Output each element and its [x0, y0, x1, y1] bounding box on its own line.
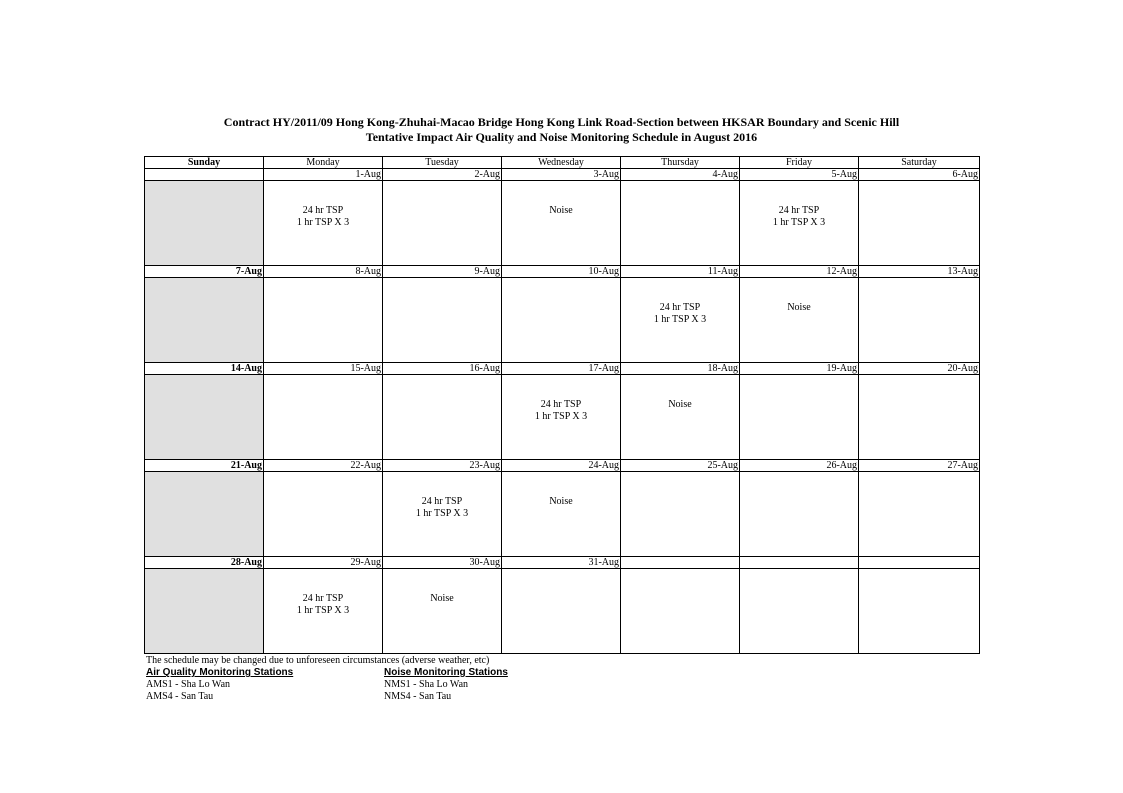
date-cell: 23-Aug: [383, 460, 502, 472]
event-line: 24 hr TSP: [540, 399, 582, 410]
day-cell: [740, 375, 859, 460]
date-cell: 4-Aug: [621, 169, 740, 181]
day-cell: [859, 472, 980, 557]
date-cell: 18-Aug: [621, 363, 740, 375]
date-cell: 15-Aug: [264, 363, 383, 375]
date-cell: 12-Aug: [740, 266, 859, 278]
date-row: [145, 169, 980, 181]
event-line: Noise: [668, 399, 692, 410]
day-cell: [859, 278, 980, 363]
weekday-header: Sunday: [145, 157, 264, 169]
date-cell: 6-Aug: [859, 169, 980, 181]
monitoring-event: [740, 278, 858, 314]
day-cell: [145, 181, 264, 266]
day-cell: [740, 278, 859, 363]
day-cell: [859, 569, 980, 654]
monitoring-event: [621, 278, 739, 326]
monitoring-event: [502, 375, 620, 423]
weekday-header: Thursday: [621, 157, 740, 169]
day-cell: [383, 181, 502, 266]
date-row: [145, 460, 980, 472]
event-line: 24 hr TSP: [659, 302, 701, 313]
date-cell: 8-Aug: [264, 266, 383, 278]
date-cell: 17-Aug: [502, 363, 621, 375]
day-cell: [264, 472, 383, 557]
date-cell: 20-Aug: [859, 363, 980, 375]
event-line: 24 hr TSP: [302, 205, 344, 216]
noise-station-item: NMS1 - Sha Lo Wan: [384, 679, 469, 690]
date-cell: [859, 557, 980, 569]
weekday-header: Tuesday: [383, 157, 502, 169]
weekday-header: Monday: [264, 157, 383, 169]
date-cell: [740, 557, 859, 569]
day-cell: [145, 472, 264, 557]
monitoring-event: [502, 181, 620, 217]
air-stations-heading: Air Quality Monitoring Stations: [146, 667, 294, 678]
date-cell: 28-Aug: [145, 557, 264, 569]
day-cell: [740, 569, 859, 654]
air-station-item: AMS4 - San Tau: [146, 691, 214, 702]
monitoring-event: [621, 375, 739, 411]
schedule-note: The schedule may be changed due to unforeseen circumstances (adverse weather, etc): [146, 655, 490, 666]
air-quality-stations: [146, 667, 293, 703]
day-cell: [264, 569, 383, 654]
event-line: Noise: [549, 205, 573, 216]
event-line: 1 hr TSP X 3: [296, 217, 350, 228]
day-cell: [264, 181, 383, 266]
date-cell: 3-Aug: [502, 169, 621, 181]
day-cell: [621, 278, 740, 363]
noise-stations: [384, 667, 508, 703]
day-cell: [383, 278, 502, 363]
date-cell: 30-Aug: [383, 557, 502, 569]
event-line: 24 hr TSP: [302, 593, 344, 604]
day-cell: [383, 569, 502, 654]
day-cell: [621, 375, 740, 460]
document-subtitle: Tentative Impact Air Quality and Noise Monitoring Schedule in August 2016: [365, 130, 758, 144]
noise-stations-heading: Noise Monitoring Stations: [384, 667, 508, 678]
date-cell: 22-Aug: [264, 460, 383, 472]
day-cell: [383, 375, 502, 460]
date-cell: 29-Aug: [264, 557, 383, 569]
date-cell: 31-Aug: [502, 557, 621, 569]
day-cell: [859, 375, 980, 460]
schedule-row: [145, 278, 980, 363]
date-row: [145, 557, 980, 569]
weekday-header: Saturday: [859, 157, 980, 169]
schedule-row: [145, 375, 980, 460]
date-cell: 27-Aug: [859, 460, 980, 472]
date-row: [145, 266, 980, 278]
date-cell: 7-Aug: [145, 266, 264, 278]
day-cell: [740, 472, 859, 557]
day-cell: [502, 472, 621, 557]
event-line: 1 hr TSP X 3: [296, 605, 350, 616]
event-line: Noise: [787, 302, 811, 313]
weekday-header: Friday: [740, 157, 859, 169]
date-cell: 9-Aug: [383, 266, 502, 278]
day-cell: [740, 181, 859, 266]
date-cell: 26-Aug: [740, 460, 859, 472]
day-cell: [383, 472, 502, 557]
monitoring-event: [264, 569, 382, 617]
date-cell: 14-Aug: [145, 363, 264, 375]
date-cell: 13-Aug: [859, 266, 980, 278]
date-cell: 25-Aug: [621, 460, 740, 472]
event-line: 24 hr TSP: [778, 205, 820, 216]
day-cell: [502, 375, 621, 460]
day-cell: [264, 278, 383, 363]
air-station-item: AMS1 - Sha Lo Wan: [146, 679, 231, 690]
day-cell: [502, 181, 621, 266]
day-cell: [859, 181, 980, 266]
weekday-header: Wednesday: [502, 157, 621, 169]
date-cell: 5-Aug: [740, 169, 859, 181]
monitoring-event: [383, 569, 501, 605]
weekday-header-row: [145, 157, 980, 169]
schedule-row: [145, 181, 980, 266]
monitoring-calendar: [144, 156, 980, 654]
noise-station-item: NMS4 - San Tau: [384, 691, 452, 702]
monitoring-event: [740, 181, 858, 229]
day-cell: [145, 278, 264, 363]
event-line: 24 hr TSP: [421, 496, 463, 507]
event-line: 1 hr TSP X 3: [415, 508, 469, 519]
day-cell: [502, 569, 621, 654]
event-line: Noise: [549, 496, 573, 507]
document-title: Contract HY/2011/09 Hong Kong-Zhuhai-Macao Bridge Hong Kong Link Road-Section between HKSAR Boundary and Scenic Hill: [223, 115, 900, 129]
day-cell: [145, 375, 264, 460]
date-cell: 10-Aug: [502, 266, 621, 278]
schedule-row: [145, 472, 980, 557]
date-cell: 16-Aug: [383, 363, 502, 375]
date-cell: 19-Aug: [740, 363, 859, 375]
date-cell: 2-Aug: [383, 169, 502, 181]
event-line: 1 hr TSP X 3: [772, 217, 826, 228]
date-cell: [145, 169, 264, 181]
day-cell: [621, 569, 740, 654]
day-cell: [502, 278, 621, 363]
monitoring-event: [383, 472, 501, 520]
date-cell: 1-Aug: [264, 169, 383, 181]
date-row: [145, 363, 980, 375]
date-cell: 21-Aug: [145, 460, 264, 472]
date-cell: 11-Aug: [621, 266, 740, 278]
event-line: Noise: [430, 593, 454, 604]
schedule-row: [145, 569, 980, 654]
day-cell: [621, 472, 740, 557]
monitoring-event: [264, 181, 382, 229]
day-cell: [621, 181, 740, 266]
date-cell: [621, 557, 740, 569]
day-cell: [145, 569, 264, 654]
event-line: 1 hr TSP X 3: [653, 314, 707, 325]
date-cell: 24-Aug: [502, 460, 621, 472]
event-line: 1 hr TSP X 3: [534, 411, 588, 422]
day-cell: [264, 375, 383, 460]
monitoring-event: [502, 472, 620, 508]
